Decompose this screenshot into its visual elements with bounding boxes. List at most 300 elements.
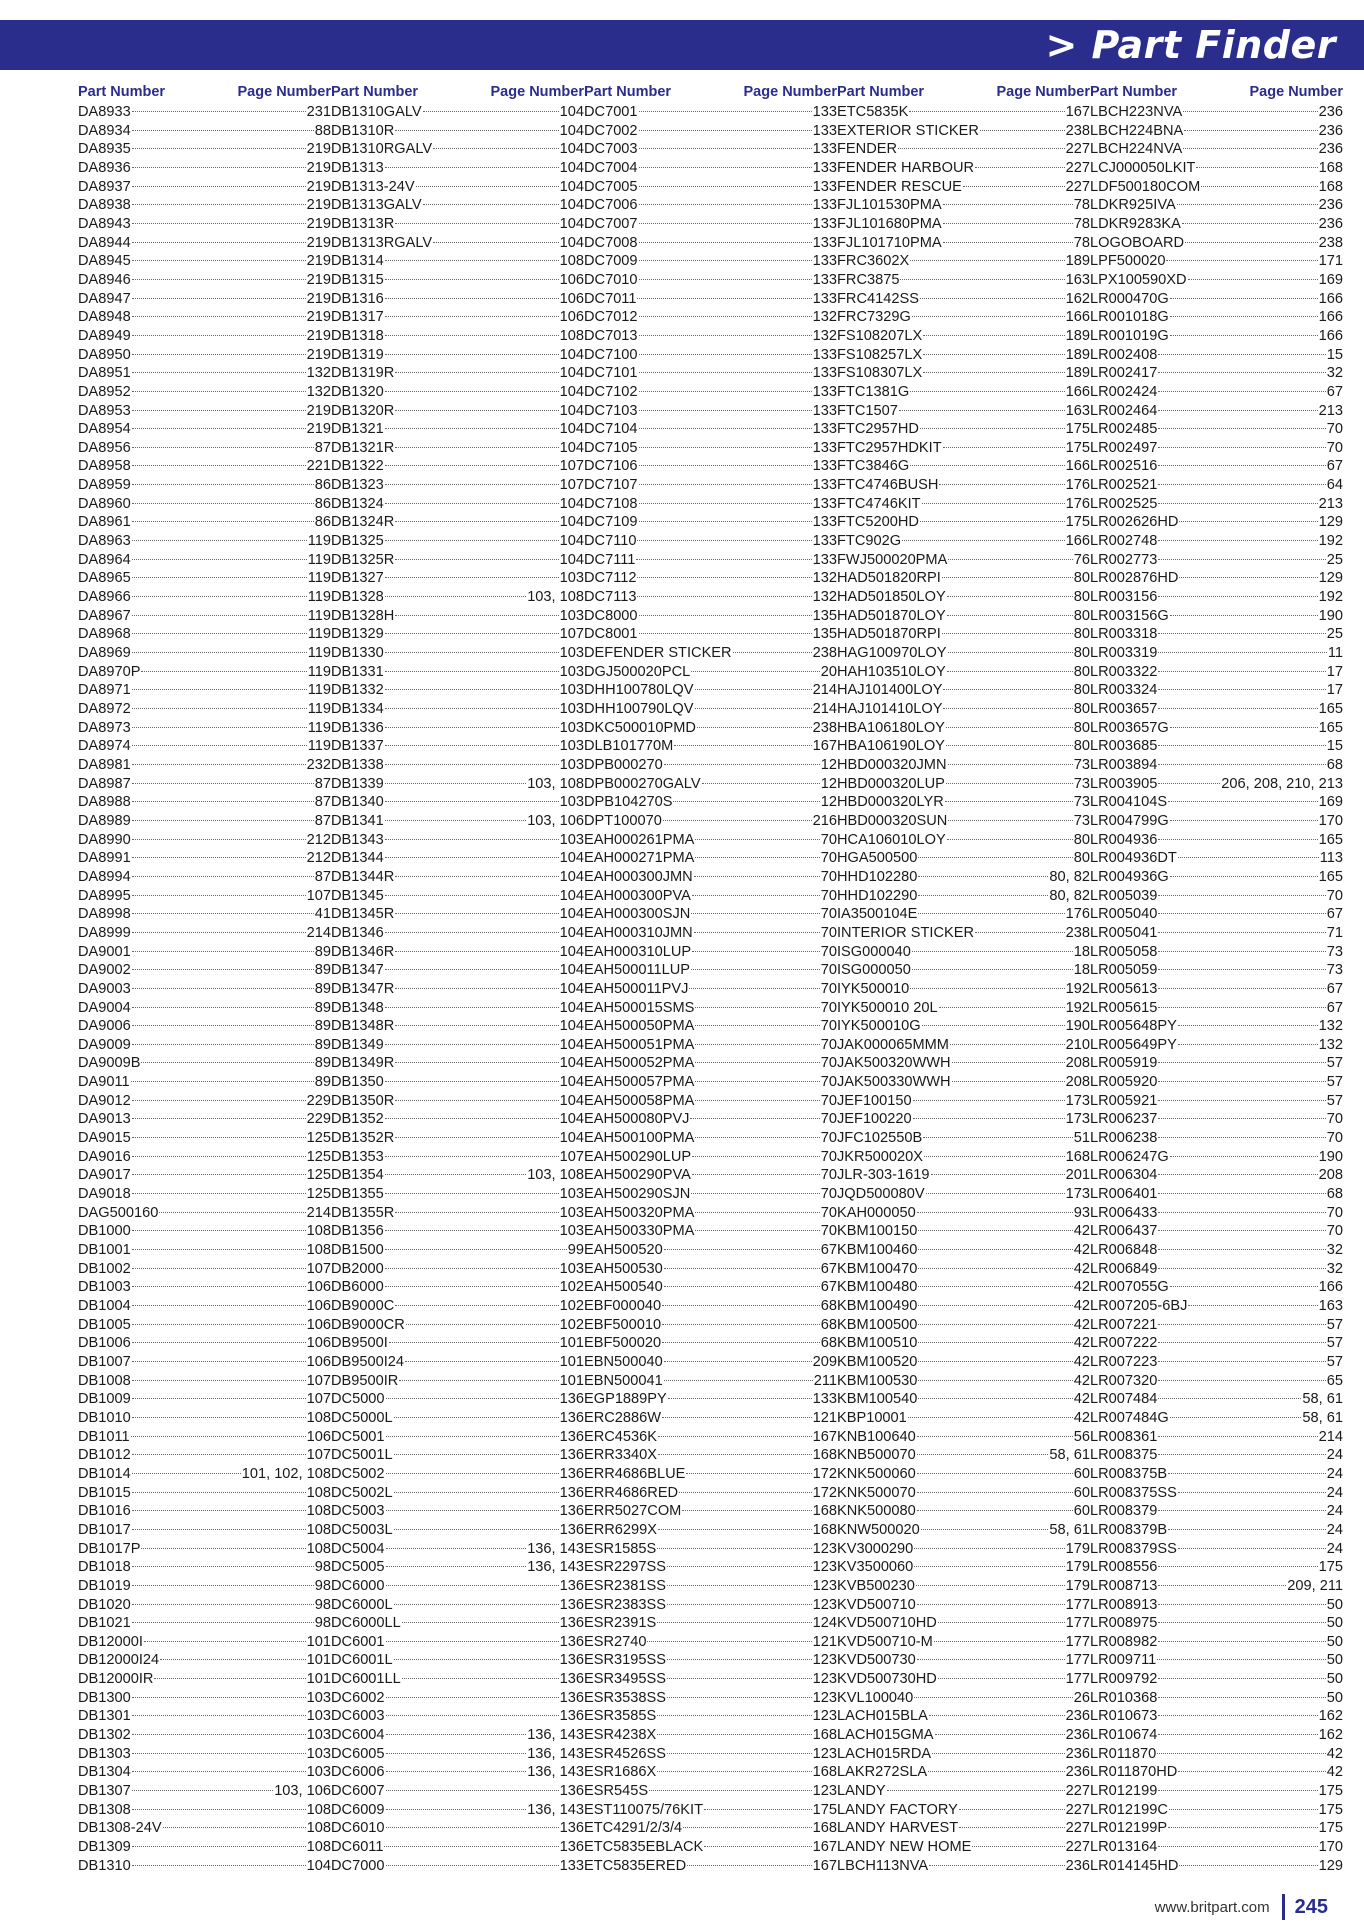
page-reference: 132	[306, 365, 331, 382]
dot-leader	[395, 520, 558, 522]
dot-leader	[394, 1453, 559, 1455]
index-entry	[584, 1110, 837, 1129]
page-reference: 136	[559, 1652, 584, 1669]
dot-leader	[1169, 1808, 1318, 1810]
page-reference: 101	[559, 1335, 584, 1352]
dot-leader	[132, 1248, 306, 1250]
index-entry	[584, 569, 837, 588]
page-reference: 209, 211	[1287, 1577, 1343, 1594]
index-entry	[331, 775, 584, 794]
part-number: FJL101680PMA	[837, 215, 942, 232]
page-reference: 42	[1073, 1372, 1090, 1389]
page-reference: 168	[812, 1521, 837, 1538]
index-entry	[331, 196, 584, 215]
dot-leader	[916, 1584, 1065, 1586]
index-entry	[1090, 793, 1343, 812]
page-reference: 123	[812, 1783, 837, 1800]
part-number: DB1310R	[331, 122, 395, 139]
page-reference: 133	[812, 290, 837, 307]
page-reference: 67	[1326, 383, 1343, 400]
dot-leader	[141, 1061, 313, 1063]
page-reference: 190	[1318, 607, 1343, 624]
index-entry	[78, 737, 331, 756]
dot-leader	[1168, 800, 1318, 802]
dot-leader	[1170, 315, 1318, 317]
index-entry	[584, 1241, 837, 1260]
dot-leader	[980, 129, 1065, 131]
dot-leader	[649, 1789, 812, 1791]
index-entry	[584, 663, 837, 682]
part-number: DA8968	[78, 626, 131, 643]
page-reference: 108	[306, 1223, 331, 1240]
index-entry	[1090, 346, 1343, 365]
part-number: DB1309	[78, 1839, 131, 1856]
part-number: LDKR9283KA	[1090, 215, 1181, 232]
part-number: LR003905	[1090, 775, 1158, 792]
page-reference: 42	[1073, 1409, 1090, 1426]
part-number: LR006433	[1090, 1204, 1158, 1221]
index-entry	[837, 1278, 1090, 1297]
index-entry	[837, 1166, 1090, 1185]
dot-leader	[395, 222, 558, 224]
part-number: DA9017	[78, 1167, 131, 1184]
part-number: EAH500057PMA	[584, 1074, 695, 1091]
page-reference: 24	[1326, 1521, 1343, 1538]
dot-leader	[385, 1006, 559, 1008]
page-reference: 219	[306, 197, 331, 214]
page-reference: 107	[559, 626, 584, 643]
index-entry	[331, 1577, 584, 1596]
page-reference: 102	[559, 1316, 584, 1333]
index-entry	[78, 1185, 331, 1204]
page-reference: 104	[559, 850, 584, 867]
part-number: DA8999	[78, 924, 131, 941]
dot-leader	[657, 1621, 811, 1623]
index-entry	[78, 756, 331, 775]
dot-leader	[1158, 427, 1325, 429]
part-number: DB12000I24	[78, 1652, 160, 1669]
index-entry	[78, 961, 331, 980]
part-number: LR005920	[1090, 1074, 1158, 1091]
part-number: DA8935	[78, 141, 131, 158]
dot-leader	[1178, 856, 1319, 858]
page-reference: 107	[306, 1372, 331, 1389]
page-reference: 89	[314, 999, 331, 1016]
index-entry	[331, 1409, 584, 1428]
dot-leader	[1166, 259, 1317, 261]
dot-leader	[690, 1117, 819, 1119]
dot-leader	[132, 707, 307, 709]
dot-leader	[385, 390, 559, 392]
index-entry	[837, 346, 1090, 365]
part-number: DHH100780LQV	[584, 682, 694, 699]
page-reference: 71	[1326, 924, 1343, 941]
page-reference: 227	[1065, 141, 1090, 158]
page-reference: 212	[306, 831, 331, 848]
dot-leader	[132, 1024, 314, 1026]
part-number: KVD500730	[837, 1652, 916, 1669]
page-reference: 103	[559, 719, 584, 736]
page-reference: 132	[812, 309, 837, 326]
part-number: DA8963	[78, 533, 131, 550]
part-number: EAH000300PVA	[584, 887, 691, 904]
page-reference: 165	[1318, 868, 1343, 885]
dot-leader	[639, 147, 812, 149]
dot-leader	[1158, 1080, 1325, 1082]
page-reference: 89	[314, 1055, 331, 1072]
index-entry	[331, 1148, 584, 1167]
part-number: FTC5200HD	[837, 514, 919, 531]
dot-leader	[899, 409, 1065, 411]
dot-leader	[154, 1677, 305, 1679]
page-reference: 103	[559, 1204, 584, 1221]
column-header	[837, 82, 1090, 102]
part-number: DA8988	[78, 794, 131, 811]
index-entry	[837, 327, 1090, 346]
dot-leader	[931, 1173, 1065, 1175]
part-number: DC7001	[584, 104, 638, 120]
dot-leader	[667, 1603, 812, 1605]
index-entry	[837, 1390, 1090, 1409]
index-entry	[584, 607, 837, 626]
part-number: ESR1585S	[584, 1540, 657, 1557]
dot-leader	[918, 1397, 1072, 1399]
part-number: HBA106190LOY	[837, 738, 945, 755]
page-reference: 42	[1073, 1260, 1090, 1277]
part-number: FRC7329G	[837, 309, 911, 326]
dot-leader	[1158, 1789, 1317, 1791]
part-number: LR002626HD	[1090, 514, 1179, 531]
page-reference: 11	[1327, 645, 1343, 662]
index-entry	[1090, 1614, 1343, 1633]
part-number: LR005919	[1090, 1055, 1158, 1072]
index-entry	[331, 140, 584, 159]
part-number: ESR2740	[584, 1633, 647, 1650]
index-entry	[331, 1651, 584, 1670]
part-number: DB1317	[331, 309, 384, 326]
index-entry	[584, 271, 837, 290]
page-reference: 136, 143	[527, 1540, 584, 1557]
part-number: LR003657	[1090, 701, 1158, 717]
index-entry	[837, 943, 1090, 962]
dot-leader	[386, 1789, 559, 1791]
part-number: DB1320	[331, 383, 384, 400]
dot-leader	[639, 390, 812, 392]
index-entry	[78, 700, 331, 719]
page-reference: 169	[1318, 794, 1343, 811]
part-number: FRC3875	[837, 271, 900, 288]
page-reference: 70	[820, 1092, 837, 1109]
dot-leader	[386, 1472, 559, 1474]
index-entry	[584, 905, 837, 924]
index-entry	[584, 1260, 837, 1279]
part-number: DB1355	[331, 1186, 384, 1203]
index-entry	[837, 1558, 1090, 1577]
page-reference: 103	[306, 1708, 331, 1725]
part-number: DC7006	[584, 197, 638, 214]
page-reference: 80	[1073, 645, 1090, 662]
index-entry	[1090, 1726, 1343, 1745]
index-entry	[78, 1334, 331, 1353]
page-reference: 12	[820, 756, 837, 773]
dot-leader	[947, 670, 1073, 672]
index-entry	[584, 1502, 837, 1521]
index-entry	[78, 1241, 331, 1260]
dot-leader	[385, 707, 559, 709]
dot-leader	[639, 371, 812, 373]
index-entry	[837, 103, 1090, 122]
index-entry	[331, 1446, 584, 1465]
index-entry	[331, 1670, 584, 1689]
index-entry	[837, 1782, 1090, 1801]
page-reference: 24	[1326, 1503, 1343, 1520]
dot-leader	[920, 520, 1065, 522]
dot-leader	[132, 1864, 306, 1866]
dot-leader	[132, 1808, 306, 1810]
part-number: DC7103	[584, 402, 638, 419]
page-reference: 50	[1326, 1671, 1343, 1688]
index-entry	[78, 1054, 331, 1073]
page-reference: 168	[1318, 178, 1343, 195]
part-number: DC7105	[584, 439, 638, 456]
page-reference: 125	[306, 1167, 331, 1184]
part-number: DB1021	[78, 1615, 131, 1632]
dot-leader	[1158, 950, 1325, 952]
part-number: DB1354	[331, 1167, 384, 1184]
page-reference: 113	[1319, 850, 1343, 867]
part-number: LR012199P	[1090, 1820, 1168, 1837]
index-entry	[331, 1502, 584, 1521]
index-entry	[584, 476, 837, 495]
dot-leader	[664, 1248, 820, 1250]
part-number: LR003322	[1090, 663, 1158, 680]
page-reference: 42	[1073, 1279, 1090, 1296]
part-number: LR008375	[1090, 1447, 1158, 1464]
page-reference: 236	[1318, 215, 1343, 232]
page-reference: 163	[1065, 271, 1090, 288]
index-entry	[331, 1819, 584, 1838]
dot-leader	[1158, 1323, 1325, 1325]
index-entry	[837, 905, 1090, 924]
part-number: DA8969	[78, 645, 131, 662]
dot-leader	[910, 987, 1064, 989]
page-reference: 123	[812, 1652, 837, 1669]
page-reference: 25	[1326, 551, 1343, 568]
page-reference: 89	[314, 1018, 331, 1035]
page-reference: 42	[1073, 1223, 1090, 1240]
dot-leader	[386, 1733, 527, 1735]
part-number: LR007484	[1090, 1391, 1158, 1408]
page-reference: 70	[820, 1223, 837, 1240]
page-reference: 70	[1326, 1130, 1343, 1147]
page-reference: 168	[1065, 1148, 1090, 1165]
part-number: ESR3195SS	[584, 1652, 666, 1669]
index-entry	[331, 1278, 584, 1297]
page-reference: 20	[820, 663, 837, 680]
index-entry	[584, 1521, 837, 1540]
part-number: DPB000270	[584, 756, 663, 773]
index-entry	[1090, 439, 1343, 458]
part-number: DA8946	[78, 271, 131, 288]
index-entry	[331, 793, 584, 812]
part-number: LANDY NEW HOME	[837, 1839, 972, 1856]
page-reference: 123	[812, 1689, 837, 1706]
dot-leader	[132, 912, 314, 914]
part-number: JFC102550B	[837, 1130, 923, 1147]
dot-leader	[1158, 1341, 1325, 1343]
index-entry	[78, 1260, 331, 1279]
page-reference: 103	[559, 794, 584, 811]
index-entry	[1090, 1596, 1343, 1615]
index-entry	[584, 1670, 837, 1689]
index-entry	[78, 1689, 331, 1708]
dot-leader	[1168, 1472, 1326, 1474]
index-entry	[1090, 625, 1343, 644]
index-entry	[1090, 551, 1343, 570]
index-entry	[584, 420, 837, 439]
dot-leader	[132, 1603, 314, 1605]
page-reference: 119	[307, 682, 331, 699]
page-reference: 168	[812, 1820, 837, 1837]
dot-leader	[132, 1789, 273, 1791]
part-number: DC7008	[584, 234, 638, 251]
part-number: LR000470G	[1090, 290, 1169, 307]
index-entry	[584, 1819, 837, 1838]
dot-leader	[691, 1192, 819, 1194]
part-number: DB1343	[331, 831, 384, 848]
index-entry	[837, 681, 1090, 700]
index-entry	[78, 1651, 331, 1670]
index-entry	[331, 812, 584, 831]
part-number: HBA106180LOY	[837, 719, 945, 736]
page-reference: 162	[1065, 290, 1090, 307]
part-number: KVD500710	[837, 1596, 916, 1613]
website-url[interactable]: www.britpart.com	[1154, 1898, 1270, 1916]
dot-leader	[395, 912, 558, 914]
index-entry	[837, 1036, 1090, 1055]
dot-leader	[959, 1826, 1065, 1828]
page-number-header: Page Number	[1249, 84, 1343, 100]
dot-leader	[1158, 595, 1317, 597]
index-entry	[837, 1670, 1090, 1689]
dot-leader	[918, 894, 1048, 896]
part-number: LR004799G	[1090, 812, 1169, 829]
index-entry	[837, 551, 1090, 570]
page-reference: 176	[1065, 477, 1090, 494]
dot-leader	[132, 1173, 306, 1175]
dot-leader	[132, 856, 306, 858]
index-entry	[1090, 327, 1343, 346]
index-entry	[837, 383, 1090, 402]
dot-leader	[385, 763, 559, 765]
dot-leader	[395, 614, 558, 616]
page-reference: 219	[306, 290, 331, 307]
page-reference: 104	[559, 383, 584, 400]
index-entry	[584, 1316, 837, 1335]
dot-leader	[910, 259, 1064, 261]
part-number: DC7107	[584, 477, 638, 494]
part-number-header: Part Number	[331, 84, 419, 100]
dot-leader	[416, 185, 559, 187]
page-reference: 129	[1318, 514, 1343, 531]
index-entry	[837, 271, 1090, 290]
dot-leader	[639, 185, 812, 187]
dot-leader	[917, 1491, 1073, 1493]
index-entry	[1090, 1316, 1343, 1335]
page-reference: 175	[1065, 439, 1090, 456]
part-number: DB1313RGALV	[331, 234, 433, 251]
page-reference: 167	[812, 738, 837, 755]
dot-leader	[1158, 894, 1325, 896]
page-reference: 219	[306, 141, 331, 158]
dot-leader	[385, 1229, 559, 1231]
index-entry	[584, 1148, 837, 1167]
dot-leader	[667, 1752, 812, 1754]
dot-leader	[918, 1379, 1072, 1381]
part-number: DA8960	[78, 495, 131, 512]
index-entry	[837, 1110, 1090, 1129]
part-number: DB1007	[78, 1353, 131, 1370]
part-number: FTC1381G	[837, 383, 910, 400]
index-entry	[837, 1297, 1090, 1316]
dot-leader	[943, 222, 1073, 224]
dot-leader	[395, 129, 558, 131]
part-number: DA8974	[78, 738, 131, 755]
index-entry	[1090, 1707, 1343, 1726]
part-number: DB1328	[331, 589, 384, 606]
page-reference: 136	[559, 1689, 584, 1706]
dot-leader	[664, 1285, 820, 1287]
part-number: ETC5835ERED	[584, 1857, 687, 1874]
index-entry	[331, 588, 584, 607]
part-number: LR008713	[1090, 1577, 1158, 1594]
page-reference: 229	[306, 1092, 331, 1109]
index-entry	[584, 1484, 837, 1503]
page-reference: 166	[1065, 309, 1090, 326]
index-entry	[78, 1801, 331, 1820]
page-reference: 12	[820, 794, 837, 811]
page-reference: 42	[1073, 1242, 1090, 1259]
dot-leader	[132, 1752, 306, 1754]
index-entry	[584, 700, 837, 719]
part-number: DA8950	[78, 346, 131, 363]
index-entry	[837, 831, 1090, 850]
page-reference: 219	[306, 215, 331, 232]
index-entry	[78, 1838, 331, 1857]
part-number: DC7100	[584, 346, 638, 363]
page-reference: 214	[306, 924, 331, 941]
dot-leader	[386, 1397, 559, 1399]
dot-leader	[385, 353, 559, 355]
index-entry	[78, 1017, 331, 1036]
index-entry	[1090, 1633, 1343, 1652]
index-entry	[331, 681, 584, 700]
part-number: DB1001	[78, 1242, 131, 1259]
page-reference: 236	[1065, 1745, 1090, 1762]
dot-leader	[385, 968, 559, 970]
part-number: EAH500320PMA	[584, 1204, 695, 1221]
page-reference: 86	[314, 477, 331, 494]
part-number: FTC2957HDKIT	[837, 439, 942, 456]
dot-leader	[673, 800, 819, 802]
page-reference: 15	[1326, 738, 1343, 755]
index-entry	[837, 1484, 1090, 1503]
dot-leader	[939, 1006, 1065, 1008]
page-reference: 189	[1065, 346, 1090, 363]
dot-leader	[1178, 1024, 1318, 1026]
index-entry	[331, 1596, 584, 1615]
part-number: HBD000320LUP	[837, 775, 945, 792]
